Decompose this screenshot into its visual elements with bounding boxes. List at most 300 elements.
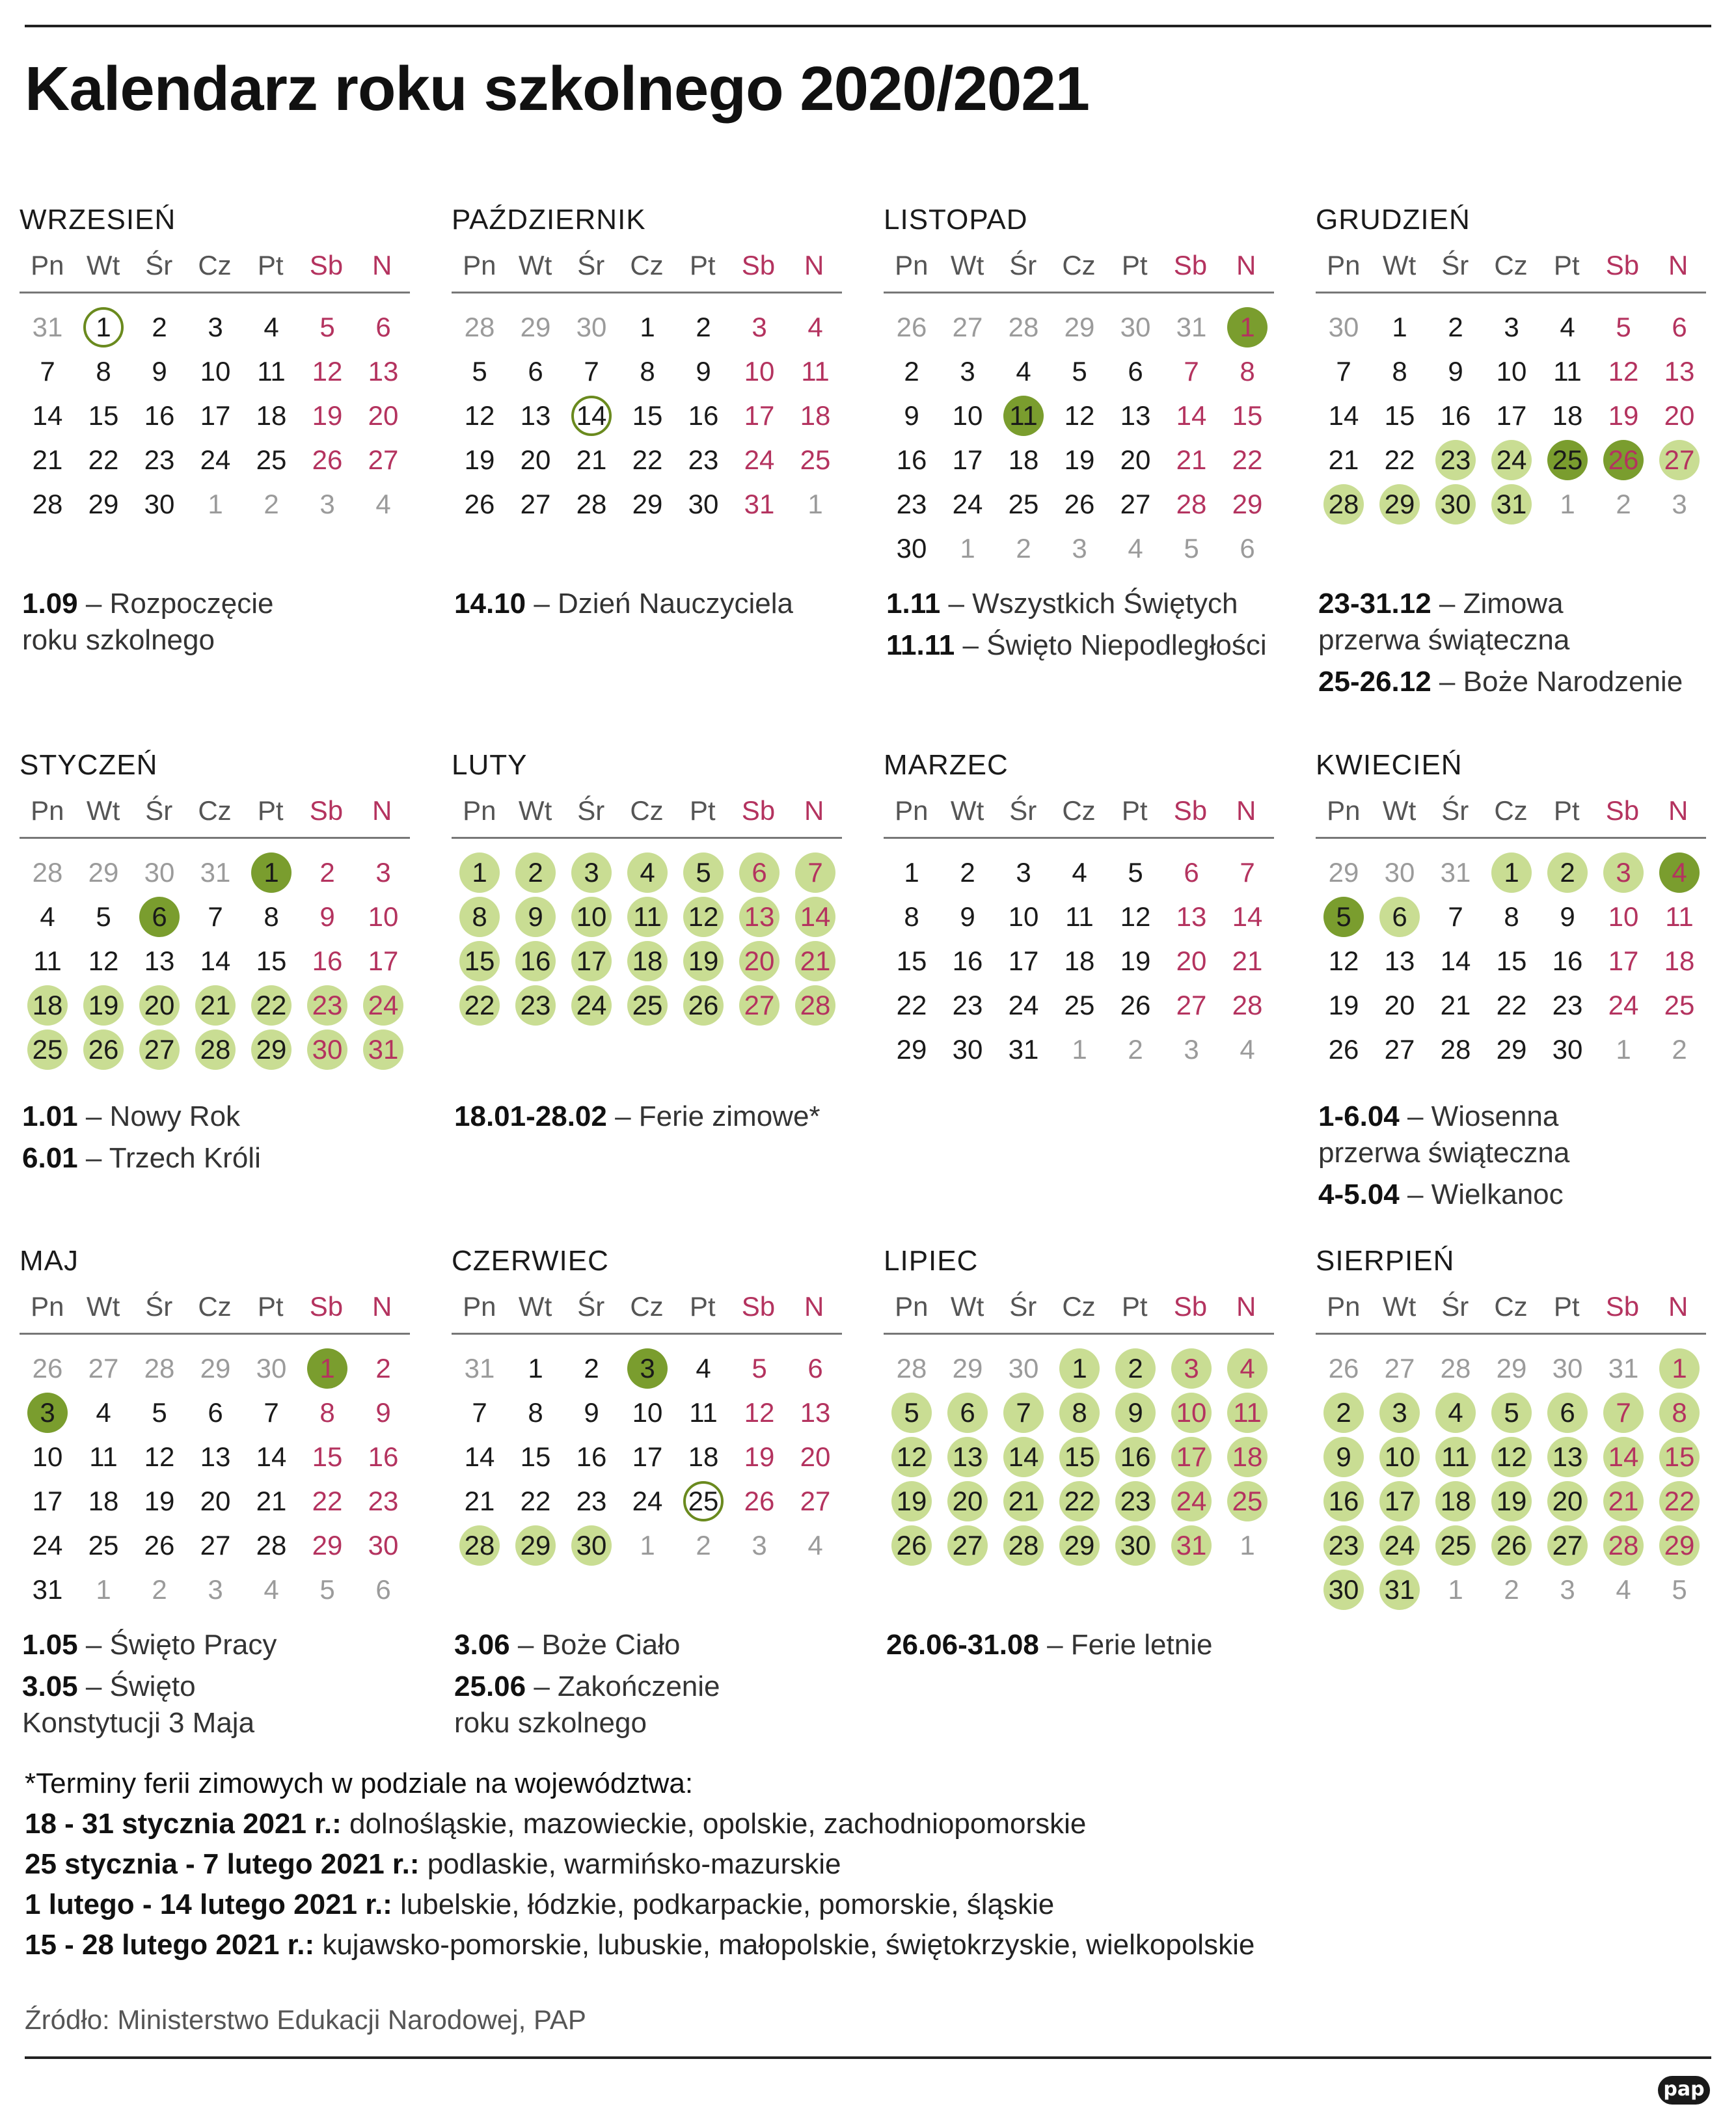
day-cell: 15 [312, 1441, 343, 1472]
day-cell: 24 [1163, 1479, 1219, 1523]
day-cell: 1 [1219, 305, 1275, 349]
weekday-label: Śr [1441, 1291, 1469, 1322]
weekday-header [452, 1281, 842, 1335]
weekday-header [1316, 785, 1706, 839]
day-cell: 18 [1219, 1435, 1275, 1479]
day-grid [20, 305, 410, 526]
day-cell: 20 [731, 939, 787, 983]
weekday-label: Sb [1173, 1291, 1208, 1322]
day-cell: 17 [1163, 1435, 1219, 1479]
day-cell: 30 [144, 489, 175, 519]
day-cell: 14 [1328, 400, 1359, 431]
month-calendar [1316, 200, 1706, 526]
adjacent-month-day: 2 [264, 489, 279, 519]
day-cell: 20 [1539, 1479, 1595, 1523]
note-text: – Nowy Rok [77, 1100, 241, 1132]
day-cell: 19 [1484, 1479, 1539, 1523]
day-cell: 5 [152, 1397, 167, 1428]
day-cell: 10 [632, 1397, 663, 1428]
day-cell: 19 [744, 1441, 775, 1472]
weekday-label: Pn [895, 795, 929, 826]
day-cell: 23 [368, 1486, 399, 1516]
day-cell: 21 [256, 1486, 287, 1516]
weekday-header [884, 239, 1274, 293]
month-name: MAJ [20, 1245, 79, 1277]
day-cell: 9 [1560, 901, 1575, 932]
day-cell: 7 [1240, 857, 1255, 888]
day-cell: 1 [904, 857, 919, 888]
day-cell: 10 [368, 901, 399, 932]
note-date: 25-26.12 [1318, 666, 1431, 698]
day-cell: 10 [1372, 1435, 1428, 1479]
day-cell: 8 [640, 356, 655, 387]
day-cell: 6 [131, 895, 187, 939]
weekday-label: Śr [145, 795, 173, 826]
day-cell: 18 [619, 939, 675, 983]
day-cell: 31 [355, 1028, 411, 1072]
day-cell: 3 [1016, 857, 1031, 888]
day-cell: 11 [1665, 901, 1694, 932]
day-cell: 23 [1552, 990, 1583, 1020]
day-cell: 23 [144, 444, 175, 475]
day-cell: 28 [1176, 489, 1207, 519]
day-cell: 26 [144, 1530, 175, 1561]
day-cell: 26 [464, 489, 495, 519]
day-cell: 4 [40, 901, 55, 932]
note-text: – Dzień Nauczyciela [526, 588, 793, 620]
weekday-header [20, 1281, 410, 1335]
adjacent-month-day: 3 [752, 1530, 767, 1561]
day-cell: 1 [1051, 1346, 1107, 1391]
day-cell: 6 [731, 851, 787, 895]
day-cell: 11 [1553, 356, 1582, 387]
adjacent-month-day: 1 [807, 489, 823, 519]
month-calendar [884, 1242, 1274, 1568]
day-cell: 14 [1440, 946, 1471, 976]
day-cell: 11 [89, 1441, 118, 1472]
weekday-label: N [1668, 795, 1689, 826]
day-cell: 21 [1595, 1479, 1651, 1523]
day-cell: 29 [1496, 1034, 1527, 1065]
day-cell: 2 [696, 312, 711, 342]
day-cell: 24 [1008, 990, 1039, 1020]
month-notes [454, 1627, 871, 1747]
day-grid [884, 1346, 1274, 1568]
source-credit: Źródło: Ministerstwo Edukacji Narodowej, PAP [25, 2004, 586, 2035]
adjacent-month-day: 5 [319, 1574, 335, 1605]
day-cell: 26 [312, 444, 343, 475]
adjacent-month-day: 30 [1120, 312, 1151, 342]
day-cell: 13 [1664, 356, 1695, 387]
weekday-label: Pn [895, 1291, 929, 1322]
page-title: Kalendarz roku szkolnego 2020/2021 [25, 54, 1090, 124]
footnote-row: 18 - 31 stycznia 2021 r.: dolnośląskie, mazowieckie, opolskie, zachodniopomorskie [25, 1808, 1087, 1840]
day-cell: 15 [896, 946, 927, 976]
day-cell: 12 [1064, 400, 1095, 431]
day-cell: 1 [640, 312, 655, 342]
day-cell: 28 [1595, 1523, 1651, 1568]
weekday-header [1316, 239, 1706, 293]
month-notes [1318, 1098, 1735, 1218]
weekday-label: Wt [86, 795, 120, 826]
day-cell: 30 [1428, 482, 1484, 526]
day-cell: 1 [243, 851, 299, 895]
month-name: LISTOPAD [884, 204, 1028, 236]
day-cell: 28 [187, 1028, 243, 1072]
day-cell: 7 [208, 901, 223, 932]
weekday-label: Śr [145, 1291, 173, 1322]
day-cell: 20 [800, 1441, 831, 1472]
note-text: – Wielkanoc [1399, 1179, 1564, 1210]
day-cell: 27 [1120, 489, 1151, 519]
day-cell: 4 [1072, 857, 1087, 888]
day-cell: 21 [996, 1479, 1051, 1523]
day-cell: 10 [32, 1441, 63, 1472]
day-cell: 16 [896, 444, 927, 475]
month-calendar [452, 200, 842, 526]
weekday-label: N [1236, 795, 1256, 826]
day-cell: 23 [1107, 1479, 1163, 1523]
day-cell: 9 [696, 356, 711, 387]
day-cell: 19 [75, 983, 131, 1028]
weekday-label: Wt [950, 795, 984, 826]
day-cell: 22 [1232, 444, 1263, 475]
weekday-label: N [1236, 1291, 1256, 1322]
note-text: – Święto Niepodległości [955, 629, 1267, 661]
adjacent-month-day: 29 [1496, 1353, 1527, 1384]
day-cell: 15 [452, 939, 508, 983]
month-name: LIPIEC [884, 1245, 979, 1277]
day-cell: 24 [632, 1486, 663, 1516]
weekday-label: Cz [1062, 250, 1096, 280]
weekday-label: Wt [950, 1291, 984, 1322]
weekday-label: Sb [1173, 795, 1208, 826]
weekday-label: Cz [198, 250, 232, 280]
weekday-label: Sb [1605, 1291, 1640, 1322]
weekday-label: Sb [741, 1291, 776, 1322]
note-date: 26.06-31.08 [886, 1629, 1039, 1661]
adjacent-month-day: 30 [1384, 857, 1415, 888]
day-cell: 5 [472, 356, 487, 387]
day-grid [1316, 305, 1706, 526]
day-cell: 26 [1328, 1034, 1359, 1065]
month-calendar [452, 1242, 842, 1568]
day-cell: 1 [299, 1346, 355, 1391]
weekday-label: Pn [463, 250, 496, 280]
day-cell: 21 [787, 939, 843, 983]
day-cell: 19 [1608, 400, 1639, 431]
day-cell: 25 [800, 444, 831, 475]
weekday-label: Sb [741, 795, 776, 826]
day-cell: 18 [88, 1486, 119, 1516]
day-cell: 16 [1552, 946, 1583, 976]
month-notes [22, 586, 439, 664]
day-grid [1316, 851, 1706, 1072]
weekday-label: Pt [1553, 795, 1580, 826]
day-cell: 13 [731, 895, 787, 939]
weekday-label: Pt [1553, 1291, 1580, 1322]
day-cell: 8 [1392, 356, 1407, 387]
day-cell: 18 [688, 1441, 719, 1472]
day-cell: 29 [1372, 482, 1428, 526]
note-text: roku szkolnego [454, 1707, 647, 1739]
day-cell: 26 [1595, 438, 1651, 482]
note-text: – Zimowa [1431, 588, 1564, 620]
day-cell: 8 [96, 356, 111, 387]
day-cell: 24 [563, 983, 619, 1028]
day-cell: 14 [563, 394, 619, 438]
day-cell: 25 [1064, 990, 1095, 1020]
weekday-label: Wt [518, 795, 552, 826]
day-cell: 17 [1372, 1479, 1428, 1523]
weekday-label: Śr [1441, 795, 1469, 826]
day-cell: 2 [1316, 1391, 1372, 1435]
weekday-label: Pt [689, 250, 716, 280]
adjacent-month-day: 31 [1608, 1353, 1639, 1384]
day-cell: 22 [452, 983, 508, 1028]
day-cell: 17 [1496, 400, 1527, 431]
adjacent-month-day: 2 [1016, 533, 1031, 564]
adjacent-month-day: 26 [1328, 1353, 1359, 1384]
day-cell: 25 [1539, 438, 1595, 482]
note-item [454, 586, 871, 622]
adjacent-month-day: 31 [464, 1353, 495, 1384]
day-cell: 19 [884, 1479, 940, 1523]
day-cell: 8 [528, 1397, 543, 1428]
adjacent-month-day: 1 [1616, 1034, 1631, 1065]
day-cell: 27 [1176, 990, 1207, 1020]
day-cell: 28 [1232, 990, 1263, 1020]
month-name: KWIECIEŃ [1316, 749, 1463, 781]
day-grid [20, 851, 410, 1072]
day-cell: 16 [688, 400, 719, 431]
month-notes [1318, 586, 1735, 705]
note-item [1318, 586, 1735, 659]
day-cell: 3 [1595, 851, 1651, 895]
footnote-heading: *Terminy ferii zimowych w podziale na województwa: [25, 1767, 694, 1799]
adjacent-month-day: 30 [1552, 1353, 1583, 1384]
note-item [1318, 664, 1735, 700]
day-cell: 3 [752, 312, 767, 342]
day-cell: 20 [368, 400, 399, 431]
day-cell: 27 [368, 444, 399, 475]
day-cell: 20 [1120, 444, 1151, 475]
day-cell: 6 [1539, 1391, 1595, 1435]
day-cell: 5 [675, 851, 731, 895]
month-calendar [20, 1242, 410, 1612]
note-date: 18.01-28.02 [454, 1100, 607, 1132]
day-cell: 18 [1664, 946, 1695, 976]
day-cell: 22 [1496, 990, 1527, 1020]
day-grid [452, 305, 842, 526]
day-cell: 6 [1372, 895, 1428, 939]
day-cell: 8 [1651, 1391, 1707, 1435]
day-cell: 20 [1176, 946, 1207, 976]
day-cell: 12 [675, 895, 731, 939]
day-cell: 5 [1072, 356, 1087, 387]
note-date: 25.06 [454, 1670, 526, 1702]
note-item [454, 1098, 871, 1135]
day-cell: 1 [528, 1353, 543, 1384]
day-cell: 29 [88, 489, 119, 519]
day-cell: 10 [1608, 901, 1639, 932]
day-cell: 23 [1316, 1523, 1372, 1568]
day-cell: 9 [960, 901, 975, 932]
day-cell: 26 [884, 1523, 940, 1568]
day-cell: 29 [508, 1523, 563, 1568]
day-cell: 30 [688, 489, 719, 519]
adjacent-month-day: 26 [896, 312, 927, 342]
top-rule [25, 25, 1711, 27]
weekday-header [20, 785, 410, 839]
note-date: 6.01 [22, 1142, 78, 1174]
adjacent-month-day: 2 [152, 1574, 167, 1605]
weekday-label: Cz [630, 250, 664, 280]
adjacent-month-day: 5 [1184, 533, 1199, 564]
day-cell: 24 [1608, 990, 1639, 1020]
day-cell: 7 [1336, 356, 1351, 387]
weekday-label: Śr [145, 250, 173, 280]
adjacent-month-day: 31 [1176, 312, 1207, 342]
day-cell: 5 [1484, 1391, 1539, 1435]
day-cell: 30 [368, 1530, 399, 1561]
bottom-rule [25, 2056, 1711, 2059]
adjacent-month-day: 4 [1616, 1574, 1631, 1605]
adjacent-month-day: 28 [1440, 1353, 1471, 1384]
weekday-label: Cz [1494, 795, 1528, 826]
day-cell: 4 [1651, 851, 1707, 895]
month-name: CZERWIEC [452, 1245, 609, 1277]
day-cell: 14 [256, 1441, 287, 1472]
day-grid [884, 305, 1274, 571]
day-cell: 15 [1232, 400, 1263, 431]
day-cell: 30 [1552, 1034, 1583, 1065]
day-cell: 8 [264, 901, 279, 932]
day-cell: 27 [731, 983, 787, 1028]
day-cell: 12 [1608, 356, 1639, 387]
day-cell: 26 [744, 1486, 775, 1516]
day-cell: 18 [1552, 400, 1583, 431]
adjacent-month-day: 6 [375, 1574, 391, 1605]
day-cell: 3 [1163, 1346, 1219, 1391]
weekday-label: N [804, 250, 824, 280]
month-calendar [884, 200, 1274, 571]
day-cell: 25 [1428, 1523, 1484, 1568]
day-cell: 12 [312, 356, 343, 387]
day-cell: 28 [32, 489, 63, 519]
weekday-label: Cz [630, 1291, 664, 1322]
note-text: – Boże Narodzenie [1431, 666, 1683, 698]
day-cell: 9 [319, 901, 335, 932]
adjacent-month-day: 29 [88, 857, 119, 888]
day-cell: 20 [200, 1486, 231, 1516]
day-cell: 19 [464, 444, 495, 475]
weekday-label: Pn [31, 250, 64, 280]
day-cell: 1 [452, 851, 508, 895]
day-cell: 6 [1128, 356, 1143, 387]
day-cell: 20 [940, 1479, 996, 1523]
adjacent-month-day: 1 [96, 1574, 111, 1605]
note-date: 11.11 [886, 629, 955, 661]
day-cell: 5 [319, 312, 335, 342]
day-cell: 24 [1372, 1523, 1428, 1568]
day-cell: 27 [800, 1486, 831, 1516]
day-cell: 20 [131, 983, 187, 1028]
adjacent-month-day: 3 [1072, 533, 1087, 564]
day-grid [452, 851, 842, 1028]
weekday-label: Sb [309, 1291, 344, 1322]
weekday-label: Pt [257, 250, 284, 280]
day-cell: 21 [187, 983, 243, 1028]
day-cell: 10 [1496, 356, 1527, 387]
day-cell: 1 [1651, 1346, 1707, 1391]
day-cell: 27 [940, 1523, 996, 1568]
month-notes [22, 1098, 439, 1182]
weekday-label: N [804, 1291, 824, 1322]
day-cell: 13 [800, 1397, 831, 1428]
day-cell: 2 [508, 851, 563, 895]
day-cell: 29 [1051, 1523, 1107, 1568]
day-cell: 16 [952, 946, 983, 976]
adjacent-month-day: 28 [32, 857, 63, 888]
weekday-label: N [372, 795, 392, 826]
month-calendar [20, 200, 410, 526]
note-item [22, 1627, 439, 1663]
day-cell: 15 [1496, 946, 1527, 976]
day-cell: 2 [152, 312, 167, 342]
day-cell: 3 [960, 356, 975, 387]
day-cell: 20 [1384, 990, 1415, 1020]
day-cell: 25 [88, 1530, 119, 1561]
day-cell: 6 [1184, 857, 1199, 888]
day-cell: 9 [508, 895, 563, 939]
adjacent-month-day: 29 [1328, 857, 1359, 888]
note-text: – Wszystkich Świętych [940, 588, 1238, 620]
weekday-label: Pn [463, 1291, 496, 1322]
day-cell: 25 [1219, 1479, 1275, 1523]
day-cell: 4 [1560, 312, 1575, 342]
adjacent-month-day: 28 [896, 1353, 927, 1384]
weekday-label: Cz [1062, 795, 1096, 826]
day-cell: 1 [75, 305, 131, 349]
weekday-header [1316, 1281, 1706, 1335]
day-cell: 17 [1008, 946, 1039, 976]
weekday-label: Pn [31, 1291, 64, 1322]
adjacent-month-day: 4 [375, 489, 391, 519]
day-cell: 22 [312, 1486, 343, 1516]
day-cell: 17 [744, 400, 775, 431]
day-cell: 30 [563, 1523, 619, 1568]
day-cell: 20 [1664, 400, 1695, 431]
adjacent-month-day: 2 [1672, 1034, 1687, 1065]
adjacent-month-day: 6 [1240, 533, 1255, 564]
day-cell: 29 [312, 1530, 343, 1561]
adjacent-month-day: 2 [1616, 489, 1631, 519]
day-cell: 23 [688, 444, 719, 475]
note-text: – Trzech Króli [77, 1142, 261, 1174]
day-cell: 13 [1384, 946, 1415, 976]
adjacent-month-day: 1 [640, 1530, 655, 1561]
day-cell: 13 [144, 946, 175, 976]
day-cell: 13 [200, 1441, 231, 1472]
footnote-row: 1 lutego - 14 lutego 2021 r.: lubelskie, łódzkie, podkarpackie, pomorskie, śląskie [25, 1888, 1055, 1920]
day-cell: 28 [787, 983, 843, 1028]
note-text: przerwa świąteczna [1318, 1137, 1570, 1169]
weekday-label: Sb [309, 795, 344, 826]
adjacent-month-day: 28 [1008, 312, 1039, 342]
day-cell: 25 [619, 983, 675, 1028]
day-cell: 24 [32, 1530, 63, 1561]
